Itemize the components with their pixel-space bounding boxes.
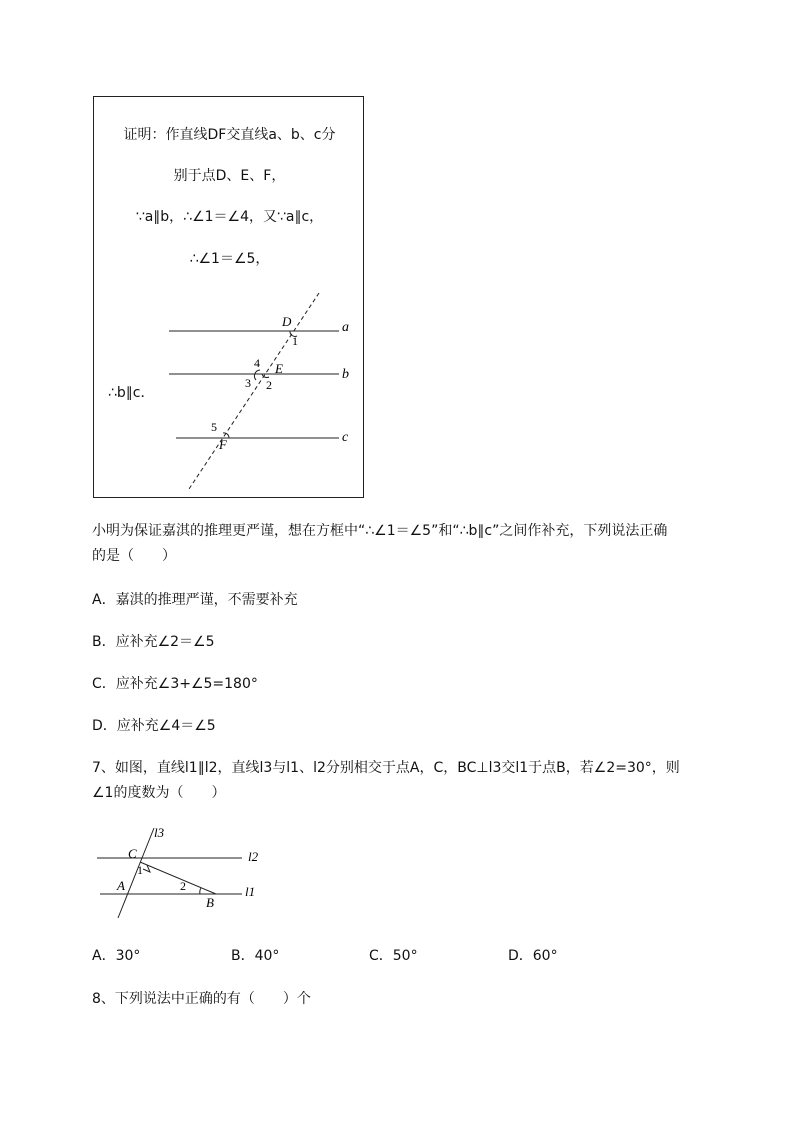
q6-option-b[interactable]: B．应补充∠2＝∠5 xyxy=(92,634,215,650)
label-angle-4: 4 xyxy=(254,356,260,370)
label-angle-1: 1 xyxy=(292,334,298,348)
q7-option-c[interactable]: C．50° xyxy=(369,948,418,964)
q8-stem: 8、下列说法中正确的有（ ）个 xyxy=(92,991,311,1007)
label-angle-5: 5 xyxy=(211,420,217,434)
label-c: c xyxy=(342,430,349,445)
q7-option-b[interactable]: B．40° xyxy=(231,948,280,964)
label-l3: l3 xyxy=(154,825,165,840)
q6-option-d[interactable]: D．应补充∠4＝∠5 xyxy=(92,718,216,734)
label-l1: l1 xyxy=(245,884,256,899)
q7-option-d[interactable]: D．60° xyxy=(508,948,558,964)
label-l2: l2 xyxy=(248,849,259,864)
angle-3-arc xyxy=(254,370,260,380)
transversal-df xyxy=(189,293,319,489)
label-b: b xyxy=(342,367,349,382)
line-l3 xyxy=(118,828,154,918)
q6-option-c[interactable]: C．应补充∠3+∠5=180° xyxy=(92,676,258,692)
label-angle-2: 2 xyxy=(266,378,272,392)
q7-option-a[interactable]: A．30° xyxy=(92,948,141,964)
proof-line-2: 别于点D、E、F， xyxy=(173,168,286,184)
q6-stem-line-2: 的是（ ） xyxy=(92,548,176,564)
angle-2-arc xyxy=(200,888,201,894)
label-angle-2: 2 xyxy=(180,879,186,893)
label-a: A xyxy=(117,878,125,893)
proof-line-3: ∵a∥b，∴∠1＝∠4，又∵a∥c， xyxy=(135,209,324,225)
label-a: a xyxy=(342,320,349,335)
q7-figure xyxy=(92,822,272,922)
q7-stem-line-1: 7、如图，直线l1∥l2，直线l3与l1、l2分别相交于点A，C，BC⊥l3交l1于点B，若∠2=30°，则 xyxy=(92,760,680,776)
label-e: E xyxy=(275,361,283,376)
label-f: F xyxy=(219,437,227,452)
proof-conclusion: ∴b∥c． xyxy=(108,385,155,401)
parallel-lines-figure xyxy=(94,97,365,499)
segment-bc xyxy=(140,862,216,894)
label-angle-1: 1 xyxy=(137,863,143,877)
q7-stem-line-2: ∠1的度数为（ ） xyxy=(92,785,226,801)
q6-stem-line-1: 小明为保证嘉淇的推理更严谨，想在方框中“∴∠1＝∠5”和“∴b∥c”之间作补充，下列说法正确 xyxy=(92,523,668,539)
label-d: D xyxy=(282,314,292,329)
label-c: C xyxy=(128,846,137,861)
label-angle-3: 3 xyxy=(245,376,251,390)
proof-box xyxy=(93,96,364,498)
proof-line-1: 证明：作直线DF交直线a、b、c分 xyxy=(123,127,336,143)
q6-option-a[interactable]: A．嘉淇的推理严谨，不需要补充 xyxy=(92,592,298,608)
label-b: B xyxy=(206,895,214,910)
proof-line-4: ∴∠1＝∠5， xyxy=(189,251,270,267)
